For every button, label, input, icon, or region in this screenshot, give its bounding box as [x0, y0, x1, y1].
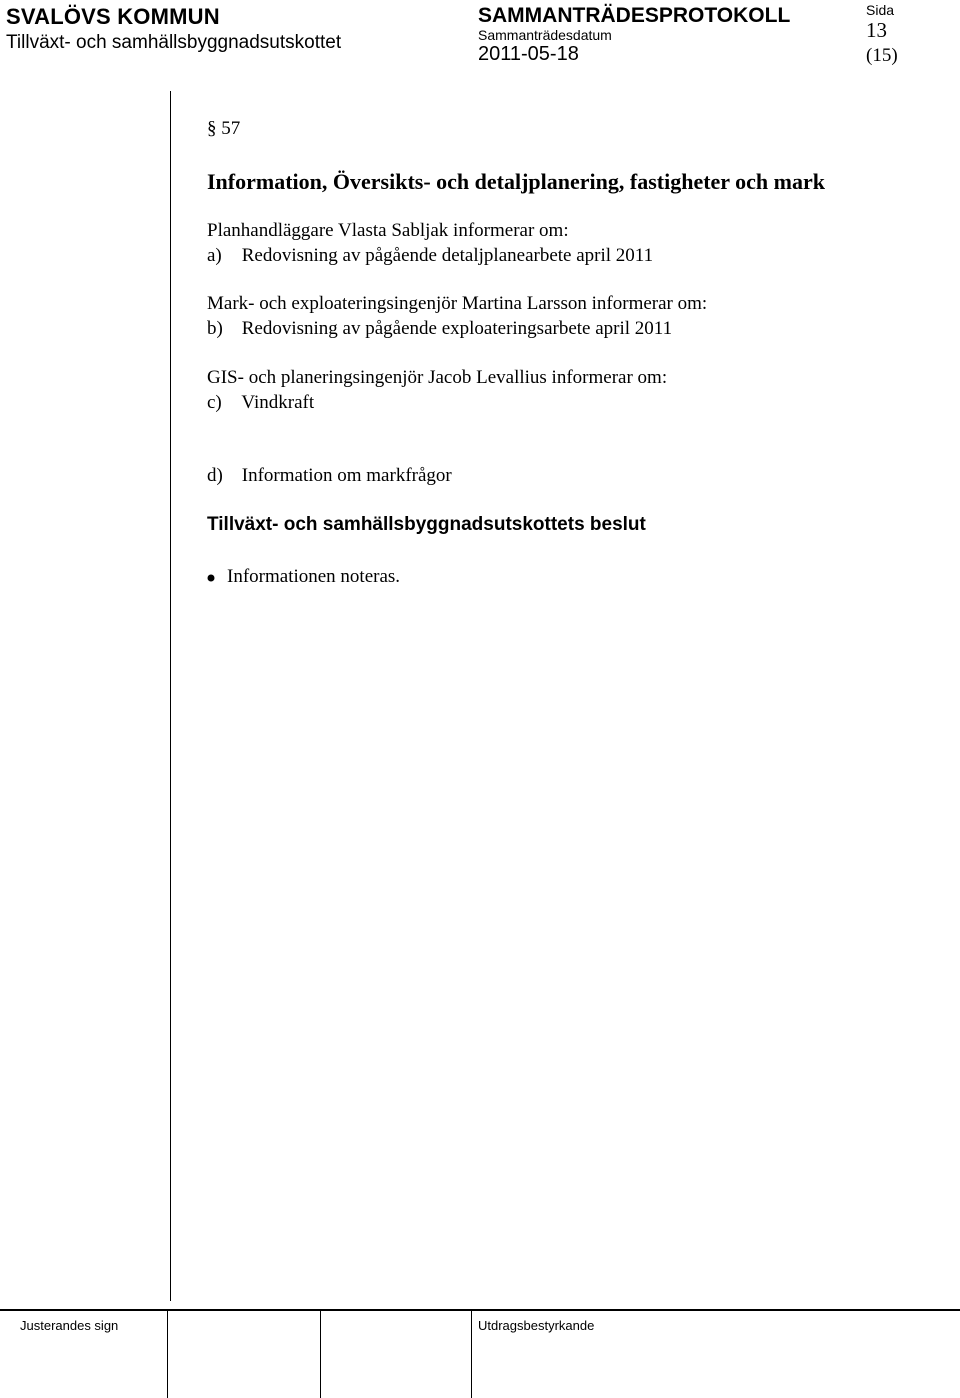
- paragraph-informer-1: Planhandläggare Vlasta Sabljak informerar om:: [207, 220, 569, 241]
- page-total: (15): [866, 45, 898, 66]
- list-item-d: [207, 465, 452, 487]
- list-item-text: Redovisning av pågående exploateringsarbete april 2011: [241, 318, 673, 339]
- list-item-label: a): [207, 245, 222, 266]
- extract-certification-label: Utdragsbestyrkande: [478, 1318, 595, 1333]
- meeting-date: 2011-05-18: [478, 43, 579, 65]
- committee-name: Tillväxt- och samhällsbyggnadsutskottet: [6, 32, 342, 53]
- list-item-label: c): [207, 392, 222, 413]
- list-item-b: [207, 318, 672, 340]
- bullet-icon: [207, 566, 215, 588]
- decision-heading: Tillväxt- och samhällsbyggnadsutskottets beslut: [207, 514, 646, 535]
- footer-divider: [320, 1311, 321, 1398]
- list-item-a: [207, 245, 653, 267]
- municipality-name: SVALÖVS KOMMUN: [6, 4, 220, 29]
- footer-divider: [471, 1311, 472, 1398]
- paragraph-informer-2: Mark- och exploateringsingenjör Martina Larsson informerar om:: [207, 293, 708, 314]
- list-item-text: Redovisning av pågående detaljplanearbete april 2011: [241, 245, 654, 266]
- page-number: 13: [866, 18, 887, 42]
- section-number: § 57: [207, 118, 241, 139]
- meeting-date-label: Sammanträdesdatum: [478, 27, 612, 43]
- footer-divider: [167, 1311, 168, 1398]
- list-item-c: [207, 392, 314, 414]
- list-item-label: d): [207, 465, 223, 486]
- page-label: Sida: [866, 2, 895, 18]
- list-item-text: Vindkraft: [241, 392, 315, 413]
- margin-line: [170, 91, 171, 1301]
- document-type: SAMMANTRÄDESPROTOKOLL: [478, 4, 791, 27]
- section-title: Information, Översikts- och detaljplanering, fastigheter och mark: [207, 169, 825, 194]
- decision-item: [207, 566, 400, 588]
- justifier-sign-label: Justerandes sign: [20, 1318, 119, 1333]
- decision-item-text: Informationen noteras.: [227, 566, 401, 587]
- list-item-text: Information om markfrågor: [241, 465, 452, 486]
- list-item-label: b): [207, 318, 223, 339]
- paragraph-informer-3: GIS- och planeringsingenjör Jacob Levallius informerar om:: [207, 367, 668, 388]
